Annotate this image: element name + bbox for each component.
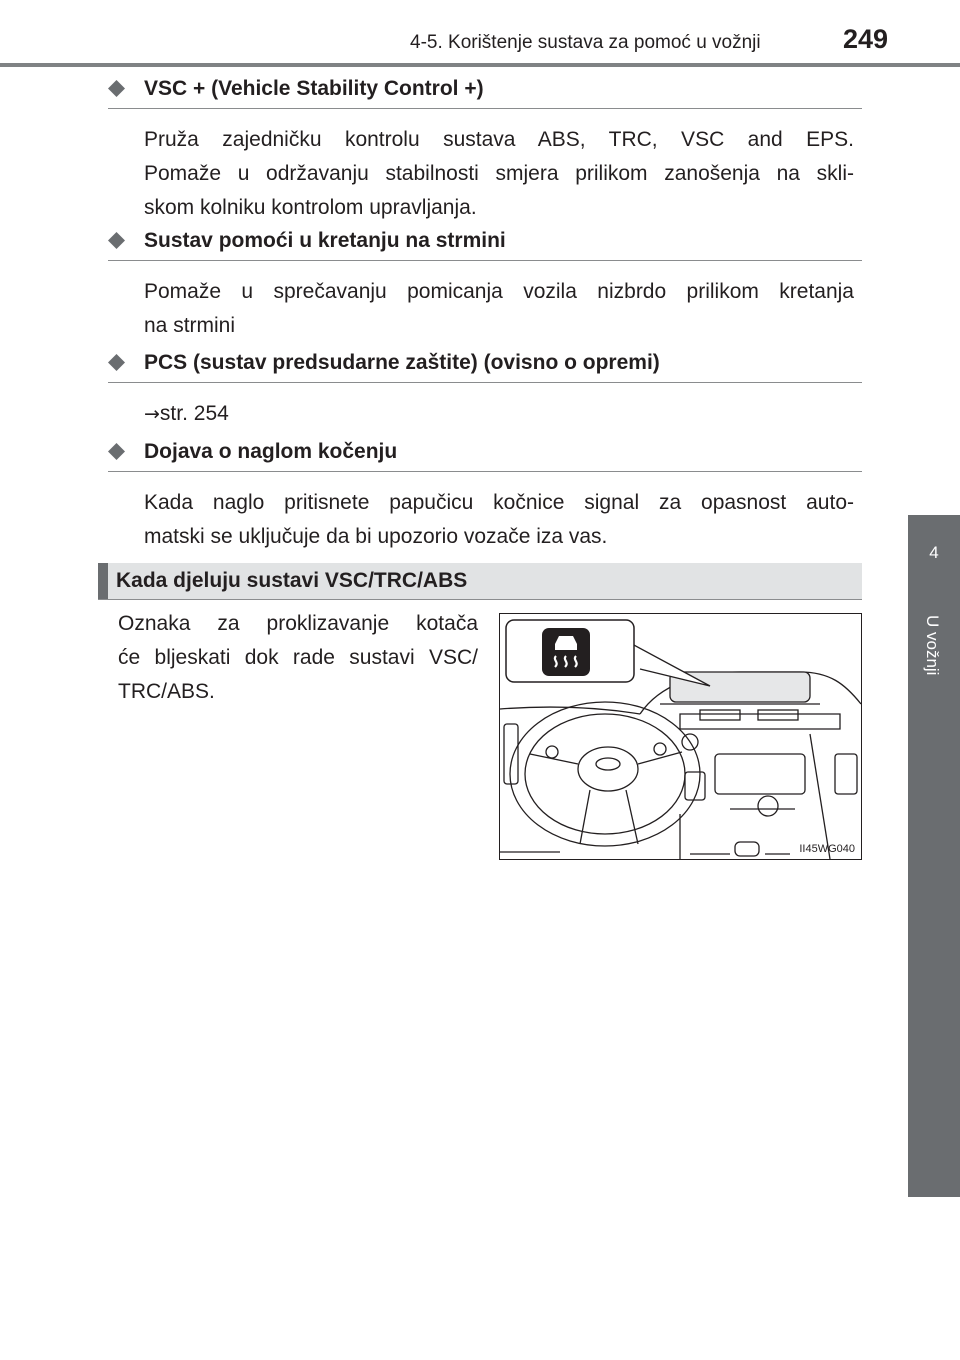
- page-reference-text: str. 254: [159, 402, 229, 425]
- banner-accent-bar: [98, 563, 108, 599]
- section-heading-text: VSC + (Vehicle Stability Control +): [144, 77, 484, 100]
- page-number: 249: [843, 24, 889, 54]
- dashboard-illustration: [499, 613, 862, 860]
- chapter-label: U vožnji: [923, 615, 942, 676]
- section-heading-text: PCS (sustav predsudarne zaštite) (ovisno o opremi): [144, 351, 660, 374]
- chapter-title: 4-5. Korištenje sustava za pomoć u vožnji: [410, 32, 761, 53]
- section-heading-text: Sustav pomoći u kretanju na strmini: [144, 229, 506, 252]
- caption-line: Oznaka za proklizavanje kotača: [118, 612, 478, 635]
- section-heading-text: Dojava o naglom kočenju: [144, 440, 398, 463]
- arrow-right-icon: →: [144, 403, 160, 425]
- section-pcs: [108, 348, 862, 431]
- section-heading: [108, 74, 862, 109]
- body-line: Pruža zajedničku kontrolu sustava ABS, TRC, VSC and EPS.: [144, 128, 854, 151]
- caption-line: TRC/ABS.: [118, 680, 215, 703]
- subsection-banner: [98, 563, 862, 600]
- section-emergency-brake-signal: [108, 437, 862, 554]
- diamond-bullet-icon: [108, 80, 125, 97]
- banner-title: Kada djeluju sustavi VSC/TRC/ABS: [116, 569, 468, 592]
- section-body: [144, 275, 854, 343]
- page-reference[interactable]: [144, 402, 229, 425]
- section-body: [144, 123, 854, 225]
- body-line: skom kolniku kontrolom upravljanja.: [144, 196, 477, 219]
- body-line: na strmini: [144, 314, 236, 337]
- body-line: Pomaže u održavanju stabilnosti smjera prilikom zanošenja na skli-: [144, 162, 854, 185]
- section-vsc-plus: [108, 74, 862, 225]
- diamond-bullet-icon: [108, 443, 125, 460]
- diamond-bullet-icon: [108, 232, 125, 249]
- chapter-number: 4: [929, 543, 939, 562]
- diamond-bullet-icon: [108, 354, 125, 371]
- figure-caption: [118, 607, 478, 709]
- body-line: Kada naglo pritisnete papučicu kočnice signal za opasnost auto-: [144, 491, 854, 514]
- slip-indicator-icon: [542, 628, 590, 676]
- dashboard-drawing: [500, 614, 861, 859]
- section-heading: [108, 348, 862, 383]
- body-line: Pomaže u sprečavanju pomicanja vozila nizbrdo prilikom kretanja: [144, 280, 854, 303]
- section-heading: [108, 226, 862, 261]
- section-body: [144, 397, 854, 431]
- section-body: [144, 486, 854, 554]
- section-heading: [108, 437, 862, 472]
- chapter-side-tab: [908, 515, 960, 1197]
- image-code: II45WG040: [799, 843, 855, 855]
- section-hill-start-assist: [108, 226, 862, 343]
- body-line: matski se uključuje da bi upozorio vozače iza vas.: [144, 525, 608, 548]
- caption-line: će bljeskati dok rade sustavi VSC/: [118, 646, 478, 669]
- header-divider: [0, 63, 960, 67]
